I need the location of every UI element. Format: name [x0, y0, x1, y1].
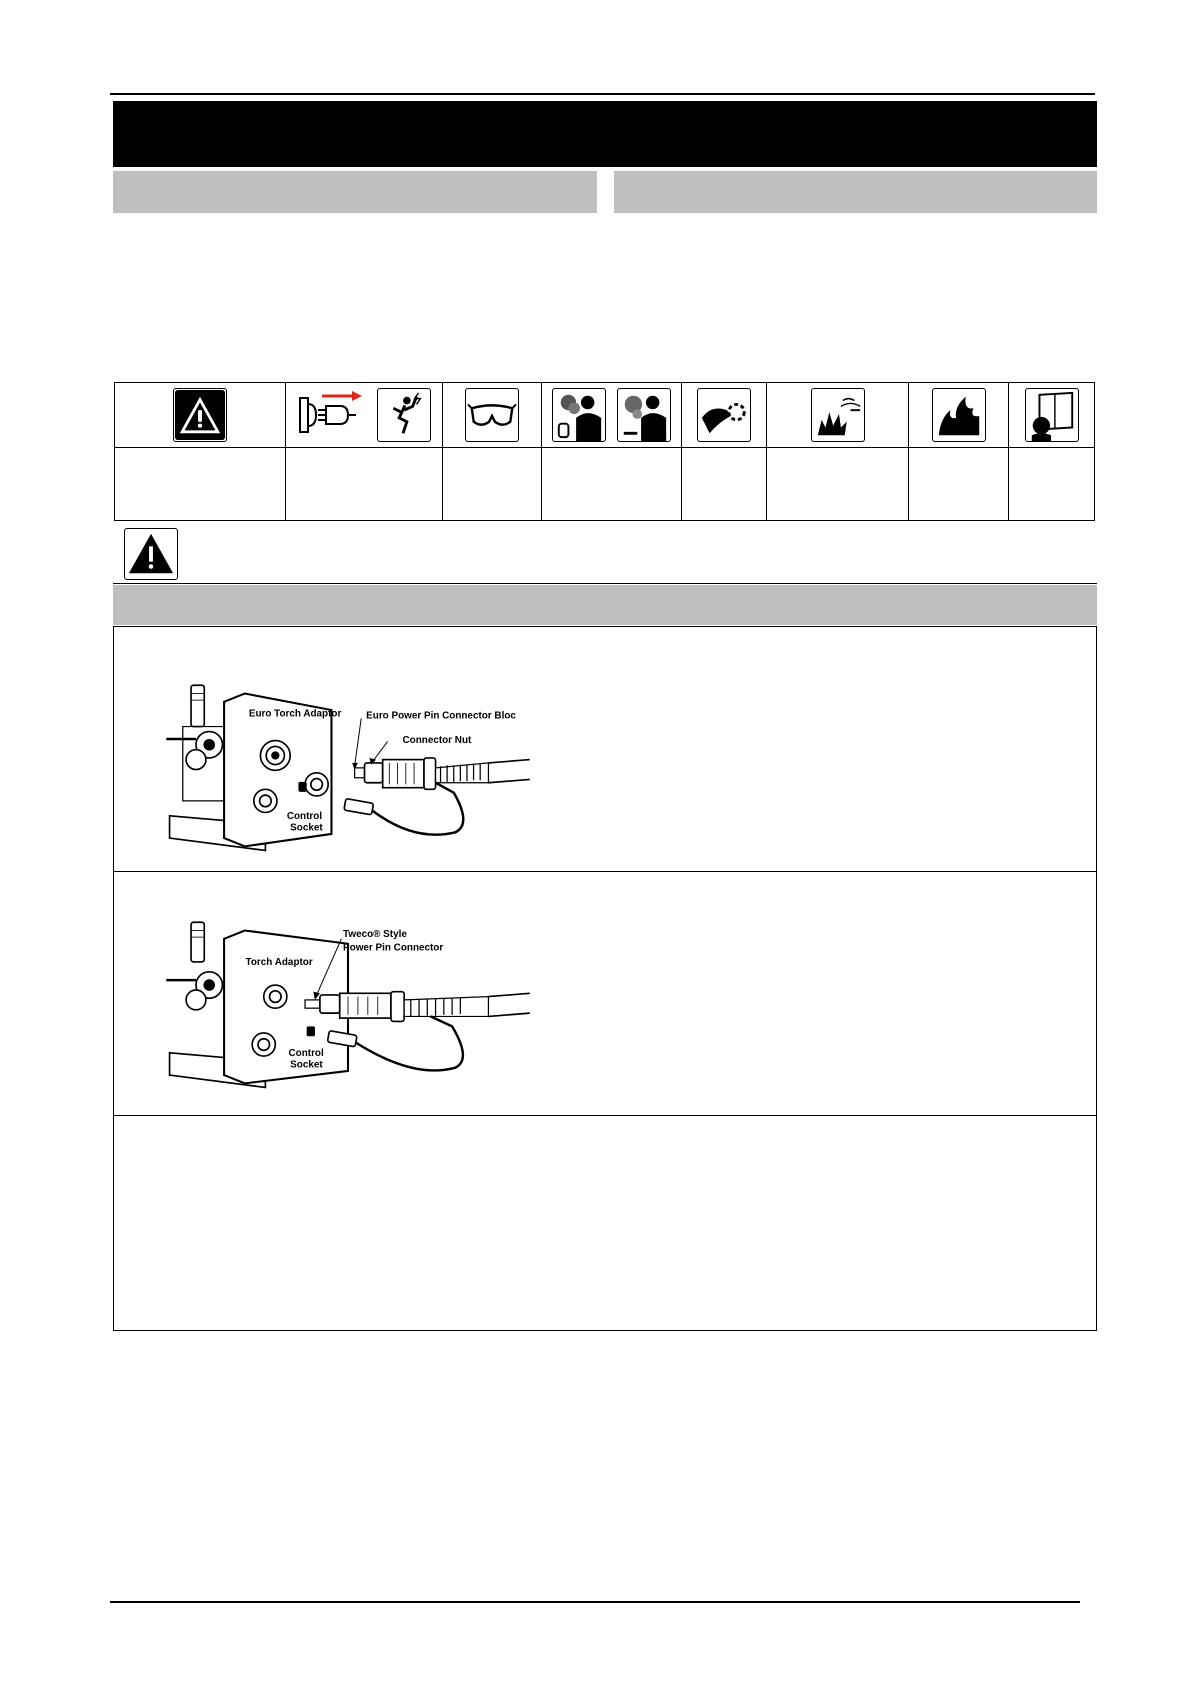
left-intro-text	[113, 225, 597, 365]
panel-notes-text	[130, 1132, 1080, 1316]
warning-note-text	[190, 530, 1090, 578]
fumes-gases-icon	[552, 388, 606, 442]
label-tweco-style: Tweco® Style	[343, 929, 407, 941]
hazard-symbol-table	[114, 382, 1095, 521]
safety-glasses-icon	[465, 388, 519, 442]
hazard-label	[541, 448, 682, 521]
hazard-label	[115, 448, 286, 521]
hazard-cell-fire	[909, 383, 1009, 448]
label-power-pin-connector: Power Pin Connector	[343, 942, 444, 954]
label-euro-torch-adaptor: Euro Torch Adaptor	[248, 708, 342, 720]
panel-notes	[113, 1115, 1097, 1331]
fire-hazard-icon	[932, 388, 986, 442]
right-intro-text	[614, 225, 1097, 365]
hazard-cell-fumes	[541, 383, 682, 448]
hazard-cell-explosion	[767, 383, 909, 448]
general-warning-icon	[173, 388, 227, 442]
label-euro-power-pin: Euro Power Pin Connector Bloc	[366, 710, 516, 722]
hazard-cell-electric	[285, 383, 442, 448]
hazard-cell-eye	[442, 383, 541, 448]
explosion-hazard-icon	[811, 388, 865, 442]
section-header-connect	[113, 585, 1097, 625]
hazard-label	[909, 448, 1009, 521]
label-socket: Socket	[290, 822, 323, 834]
hazard-label	[442, 448, 541, 521]
hazard-label	[285, 448, 442, 521]
section-header-right	[614, 171, 1097, 213]
label-torch-adaptor: Torch Adaptor	[245, 957, 313, 969]
hazard-label	[682, 448, 767, 521]
read-manual-icon	[1025, 388, 1079, 442]
footer-rule	[110, 1601, 1080, 1603]
label-socket: Socket	[290, 1059, 323, 1071]
hazard-cell-manual	[1009, 383, 1095, 448]
section-header-left	[113, 171, 597, 213]
euro-connector-figure	[128, 677, 568, 867]
panel-tweco-text	[584, 892, 1084, 1092]
hazard-label	[767, 448, 909, 521]
electric-shock-icon	[377, 388, 431, 442]
panel-euro-connector	[113, 626, 1097, 872]
label-control: Control	[286, 811, 323, 823]
hazard-label	[1009, 448, 1095, 521]
tweco-connector-figure	[128, 914, 568, 1104]
moving-parts-icon	[697, 388, 751, 442]
footer-text	[110, 1608, 1080, 1628]
hazard-cell-moving-parts	[682, 383, 767, 448]
fumes-gases-2-icon	[617, 388, 671, 442]
panel-tweco-connector	[113, 871, 1097, 1116]
warning-note-icon	[124, 528, 178, 580]
page-banner	[113, 101, 1097, 167]
label-connector-nut: Connector Nut	[402, 735, 472, 747]
hazard-cell-warning	[115, 383, 286, 448]
label-control: Control	[288, 1048, 324, 1060]
disconnect-power-icon	[296, 388, 368, 442]
header-rule	[110, 93, 1095, 95]
warning-note-rule	[113, 583, 1097, 584]
panel-euro-text	[584, 647, 1084, 847]
